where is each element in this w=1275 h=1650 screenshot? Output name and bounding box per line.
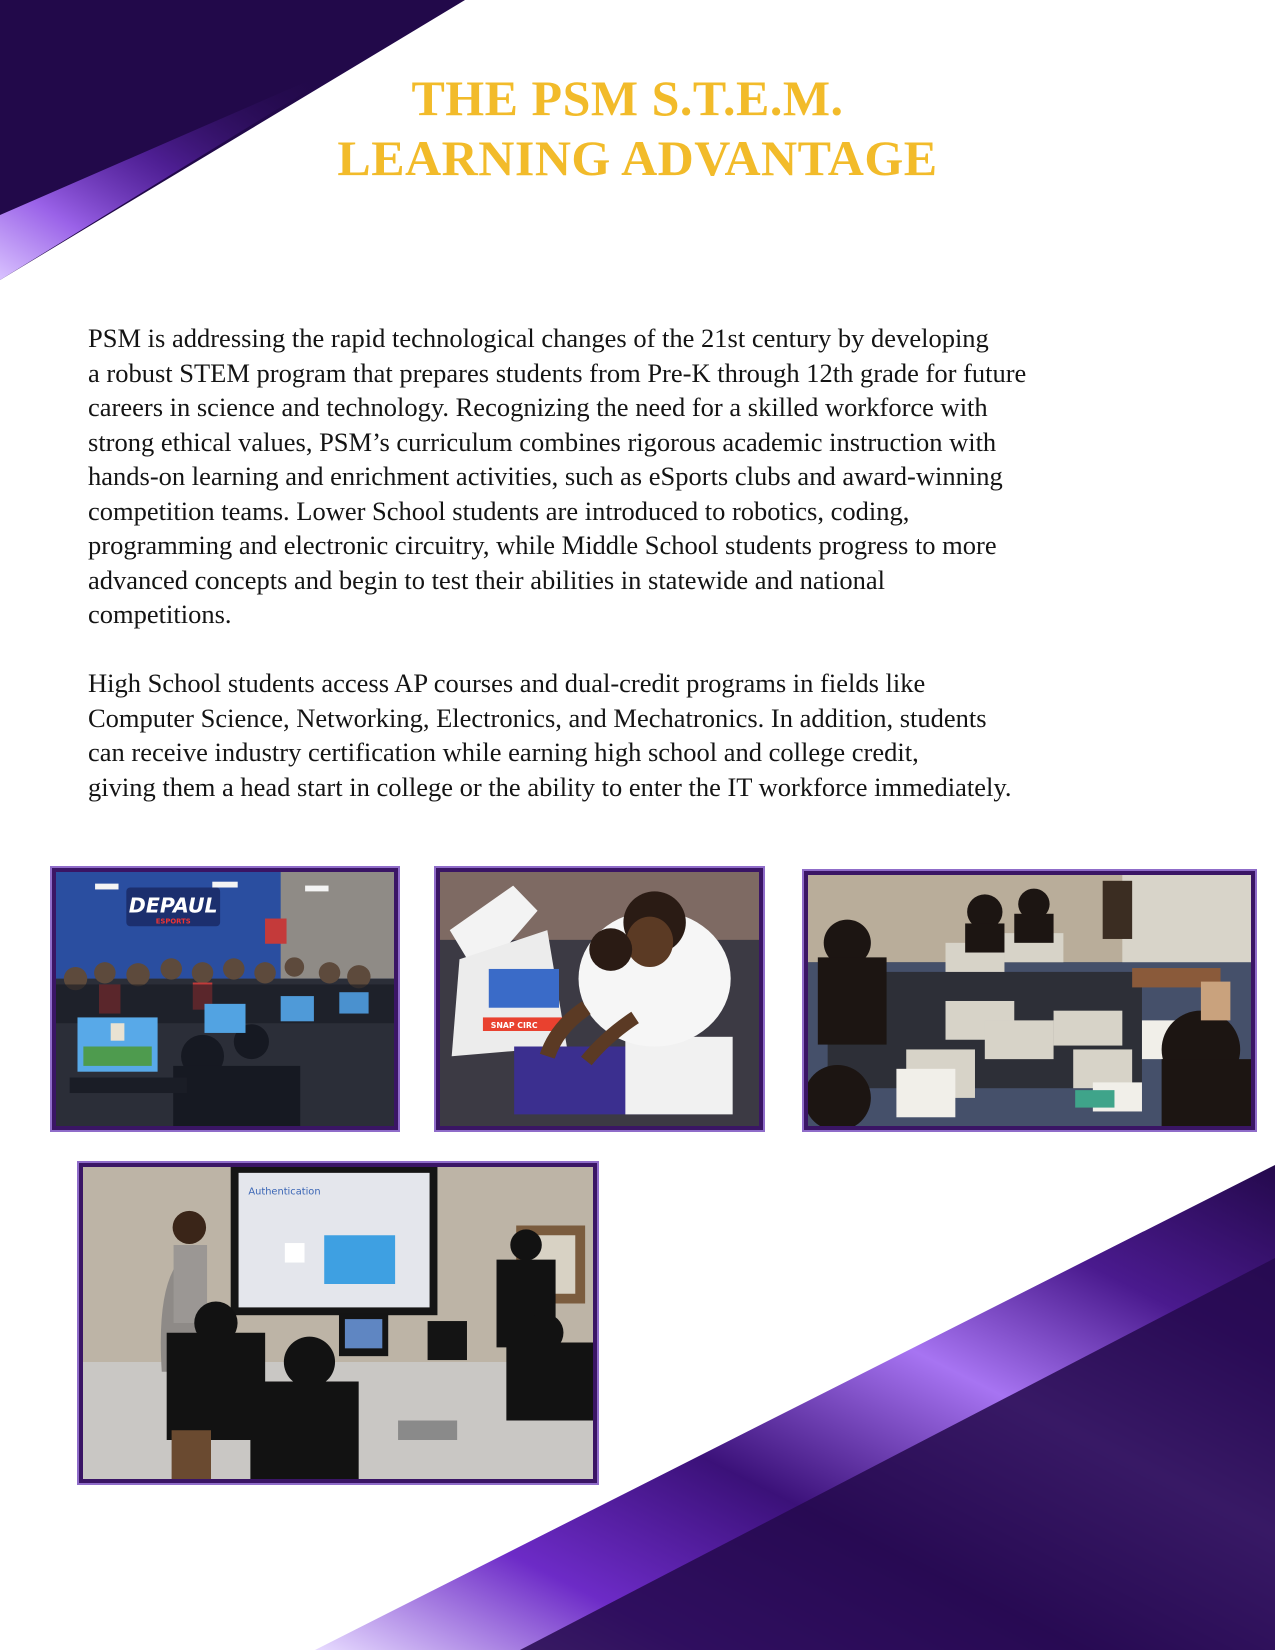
text-line: strong ethical values, PSM’s curriculum combines rigorous academic instruction with bbox=[88, 426, 997, 457]
page-title-line-1: THE PSM S.T.E.M. bbox=[411, 70, 844, 126]
text-line: careers in science and technology. Recognizing the need for a skilled workforce with bbox=[88, 392, 988, 422]
text-line: High School students access AP courses and dual-credit programs in fields like bbox=[88, 668, 926, 698]
text-line: competitions. bbox=[88, 599, 232, 629]
photo-esports-lab bbox=[52, 868, 398, 1130]
paragraph-stem-overview bbox=[88, 321, 1218, 632]
snap-box-text: SNAP CIRC bbox=[490, 1021, 538, 1031]
text-line: a robust STEM program that prepares students from Pre-K through 12th grade for future bbox=[88, 357, 1027, 388]
esports-sign-text: DEPAUL bbox=[128, 893, 218, 918]
text-line: giving them a head start in college or the ability to enter the IT workforce immediately. bbox=[88, 771, 1012, 802]
photo-electronics-lab bbox=[804, 871, 1255, 1130]
text-line: advanced concepts and begin to test their abilities in statewide and national bbox=[88, 564, 885, 595]
paragraph-high-school bbox=[88, 666, 1218, 804]
text-line: PSM is addressing the rapid technological changes of the 21st century by developing bbox=[88, 323, 989, 353]
text-line: competition teams. Lower School students are introduced to robotics, coding, bbox=[88, 495, 910, 526]
text-line: can receive industry certification while earning high school and college credit, bbox=[88, 737, 919, 767]
text-line: hands-on learning and enrichment activities, such as eSports clubs and award-winning bbox=[88, 461, 1003, 491]
photo-networking-presentation bbox=[79, 1163, 597, 1483]
screen-heading-text: Authentication bbox=[248, 1186, 321, 1198]
text-line: Computer Science, Networking, Electronics, and Mechatronics. In addition, students bbox=[88, 702, 987, 733]
photo-snap-circuits bbox=[436, 868, 763, 1130]
esports-sign-subtext: ESPORTS bbox=[155, 917, 191, 926]
text-line: programming and electronic circuitry, while Middle School students progress to more bbox=[88, 530, 997, 560]
page-title-line-2: LEARNING ADVANTAGE bbox=[337, 130, 938, 186]
